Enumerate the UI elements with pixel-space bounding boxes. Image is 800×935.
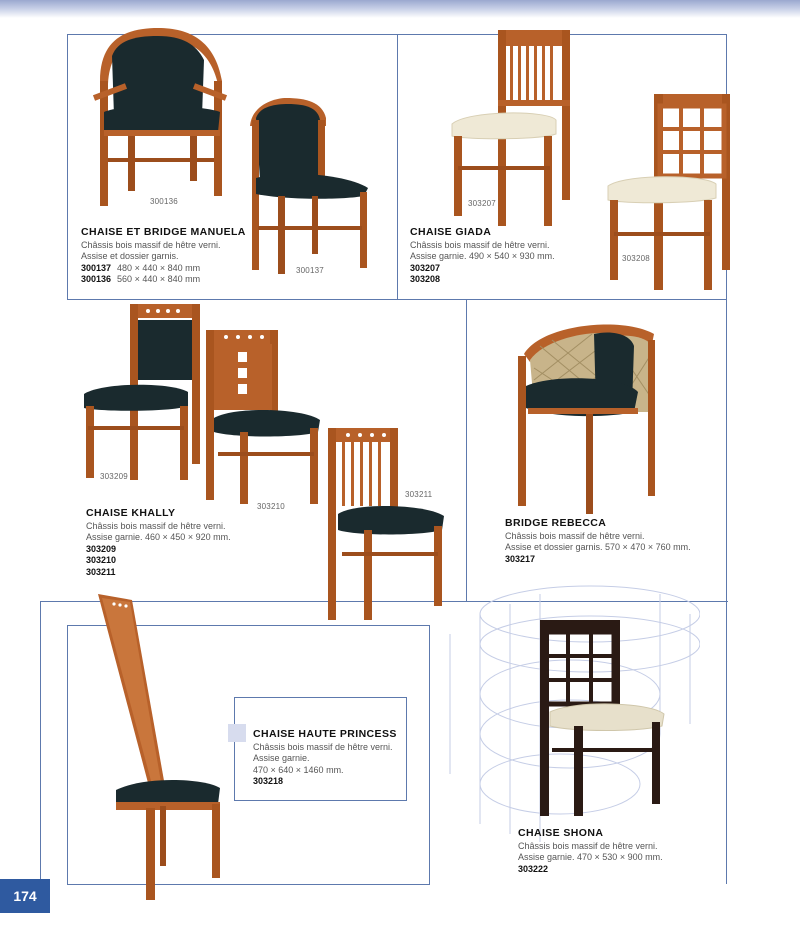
product-title: BRIDGE REBECCA [505,517,607,529]
frame-line [67,34,68,299]
product-desc-line: Châssis bois massif de hêtre verni. [410,239,550,250]
product-code: 303210 [86,555,117,565]
khally-chair-image-1 [82,302,202,482]
princess-info [253,729,403,788]
product-desc-line: 470 × 640 × 1460 mm. [253,764,344,775]
product-code: 303207 [410,262,441,273]
frame-line [40,601,41,886]
product-code: 303218 [253,776,284,786]
top-gradient-band [0,0,800,18]
product-desc-line: Châssis bois massif de hêtre verni. [518,840,658,851]
product-desc-line: Assise garnie. 460 × 450 × 920 mm. [86,532,231,542]
frame-line [466,299,467,602]
frame-line [67,299,727,300]
product-desc-line: Châssis bois massif de hêtre verni. [253,741,393,752]
product-title: CHAISE SHONA [518,827,604,839]
khally-chair-image-3 [326,426,450,622]
giada-chair-slatted-image [448,28,578,228]
product-title: CHAISE ET BRIDGE MANUELA [81,226,246,238]
product-code: 303211 [86,566,116,577]
product-dims: 560 × 440 × 840 mm [117,274,201,284]
page-number-badge: 174 [0,879,50,913]
image-code-label: 303209 [100,472,128,481]
rebecca-bridge-image [512,316,662,516]
variant-row [81,274,321,286]
variant-row [81,263,321,275]
product-desc-line: Assise et dossier garnis. 570 × 470 × 760 mm. [505,542,691,552]
product-desc-line: Assise garnie. [253,753,310,763]
product-code: 303208 [410,274,441,284]
princess-high-chair-image [94,592,230,902]
manuela-info [81,227,321,286]
frame-line [397,34,398,299]
image-code-label: 303211 [405,490,433,499]
shona-info [518,828,718,875]
product-dims: 480 × 440 × 840 mm [117,262,201,273]
product-code: 303217 [505,553,536,564]
product-title: CHAISE HAUTE PRINCESS [253,728,397,740]
image-code-label: 303207 [468,199,496,208]
product-desc-line: Assise garnie. 490 × 540 × 930 mm. [410,251,555,261]
product-code: 300136 [81,274,112,284]
product-desc-line: Assise garnie. 470 × 530 × 900 mm. [518,852,663,862]
khally-chair-image-2 [204,328,324,508]
product-title: CHAISE KHALLY [86,507,176,519]
giada-info [410,227,610,286]
product-code: 303222 [518,863,549,874]
product-desc-line: Assise et dossier garnis. [81,251,179,261]
image-code-label: 300137 [296,266,324,275]
product-code: 303209 [86,543,117,554]
product-desc-line: Châssis bois massif de hêtre verni. [81,239,221,250]
image-code-label: 303210 [257,502,285,511]
decor-square [228,724,246,742]
image-code-label: 303208 [622,254,650,263]
khally-info [86,508,286,578]
product-desc-line: Châssis bois massif de hêtre verni. [86,520,226,531]
shona-chair-image [534,618,670,818]
image-code-label: 300136 [150,197,178,206]
manuela-armchair-image [90,26,230,206]
rebecca-info [505,518,725,565]
product-title: CHAISE GIADA [410,226,492,238]
product-desc-line: Châssis bois massif de hêtre verni. [505,530,645,541]
product-code: 300137 [81,262,112,273]
